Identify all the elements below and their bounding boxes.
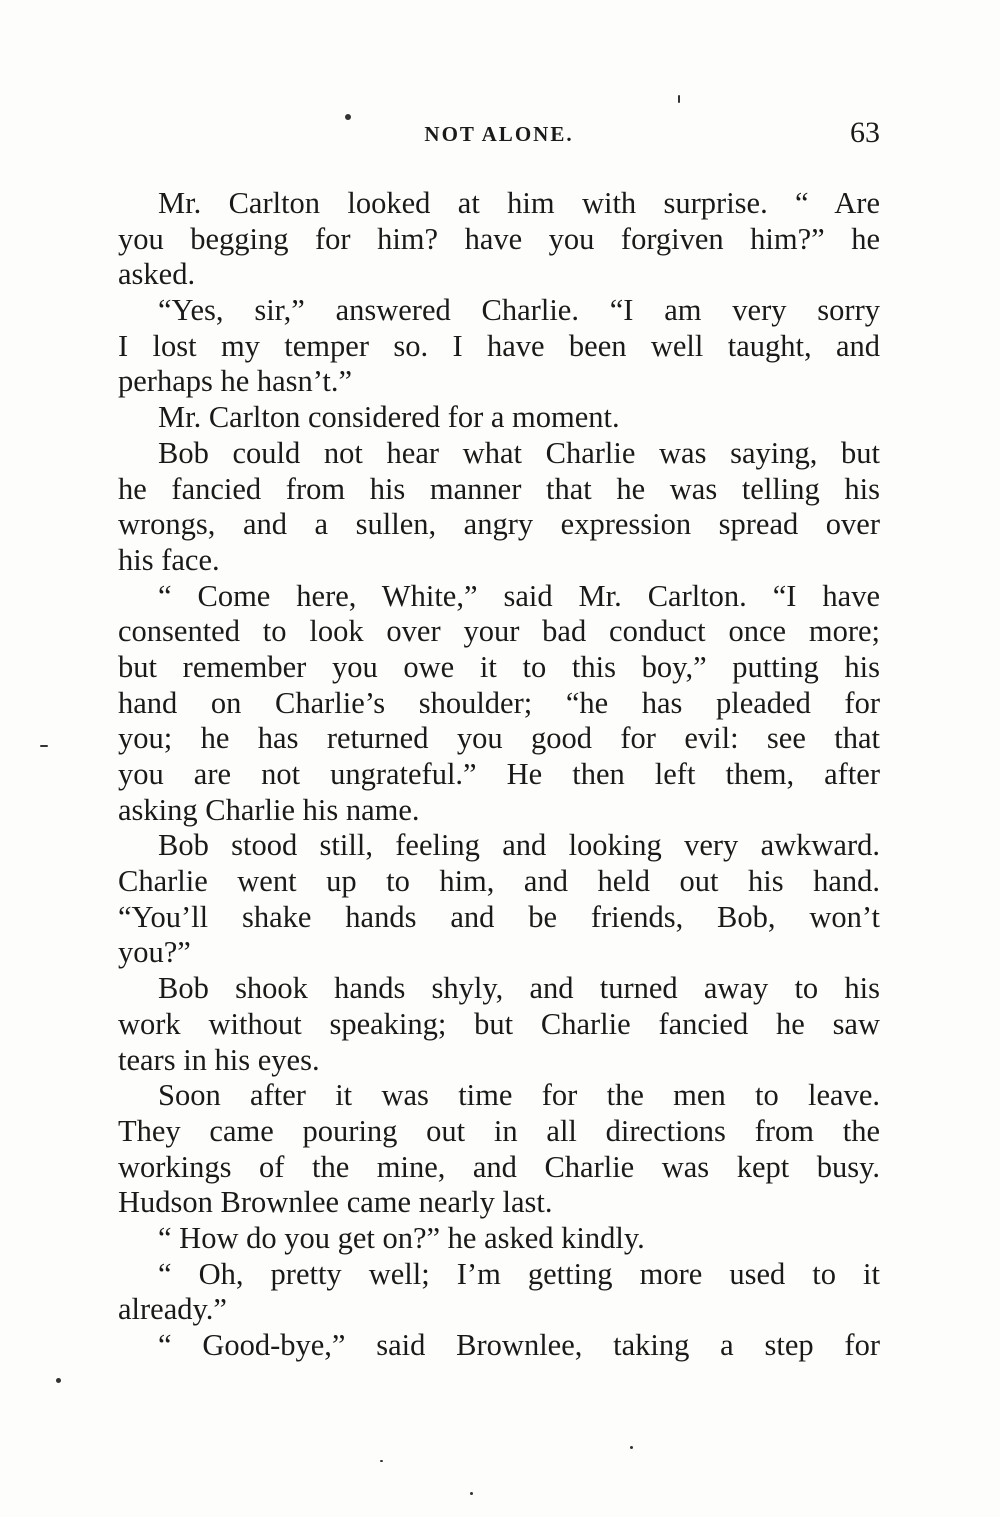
text-line: “Yes, sir,” answered Charlie. “I am very sorry <box>158 293 880 328</box>
print-speck <box>40 745 48 747</box>
text-line: I lost my temper so. I have been well taught, and <box>118 328 880 363</box>
text-line: consented to look over your bad conduct once more; <box>118 614 880 649</box>
text-line: “ Oh, pretty well; I’m getting more used to it <box>158 1256 880 1291</box>
text-line: Bob stood still, feeling and looking very awkward. <box>158 828 880 863</box>
text-line: work without speaking; but Charlie fancied he saw <box>118 1006 880 1041</box>
text-line: asking Charlie his name. <box>118 792 420 827</box>
text-line: Bob shook hands shyly, and turned away to his <box>158 971 880 1006</box>
text-line: wrongs, and a sullen, angry expression spread over <box>118 507 880 542</box>
print-speck <box>380 1460 383 1462</box>
text-line: asked. <box>118 257 196 292</box>
print-speck <box>345 114 351 120</box>
text-line: he fancied from his manner that he was telling his <box>118 471 880 506</box>
text-line: Soon after it was time for the men to leave. <box>158 1078 880 1113</box>
text-line: Hudson Brownlee came nearly last. <box>118 1185 553 1220</box>
text-line: but remember you owe it to this boy,” putting his <box>118 649 880 684</box>
text-line: hand on Charlie’s shoulder; “he has pleaded for <box>118 685 880 720</box>
text-line: you; he has returned you good for evil: see that <box>118 721 880 756</box>
text-line: “You’ll shake hands and be friends, Bob, won’t <box>118 899 880 934</box>
text-line: you are not ungrateful.” He then left them, after <box>118 757 880 791</box>
text-line: Mr. Carlton looked at him with surprise. “ Are <box>158 186 880 220</box>
text-line: tears in his eyes. <box>118 1042 320 1077</box>
print-speck <box>630 1446 633 1449</box>
text-line: perhaps he hasn’t.” <box>118 364 353 399</box>
text-line: “ Come here, White,” said Mr. Carlton. “I have <box>158 578 880 613</box>
text-line: already.” <box>118 1292 227 1327</box>
text-line: workings of the mine, and Charlie was kept busy. <box>118 1149 880 1184</box>
text-line: his face. <box>118 542 220 577</box>
text-line: “ Good-bye,” said Brownlee, taking a step for <box>158 1328 880 1362</box>
page-header <box>118 116 880 156</box>
text-line: Mr. Carlton considered for a moment. <box>158 400 620 435</box>
text-line: Bob could not hear what Charlie was saying, but <box>158 435 880 470</box>
print-speck <box>678 95 680 103</box>
text-line: you?” <box>118 935 191 970</box>
print-speck <box>56 1378 61 1383</box>
text-line: Charlie went up to him, and held out his hand. <box>118 864 880 899</box>
running-title: NOT ALONE. <box>424 122 574 146</box>
print-speck <box>470 1492 473 1495</box>
text-line: you begging for him? have you forgiven him?” he <box>118 221 880 256</box>
body-text <box>118 186 880 1364</box>
text-line: “ How do you get on?” he asked kindly. <box>158 1220 645 1255</box>
text-line: They came pouring out in all directions from the <box>118 1113 880 1148</box>
page-number: 63 <box>850 116 880 149</box>
